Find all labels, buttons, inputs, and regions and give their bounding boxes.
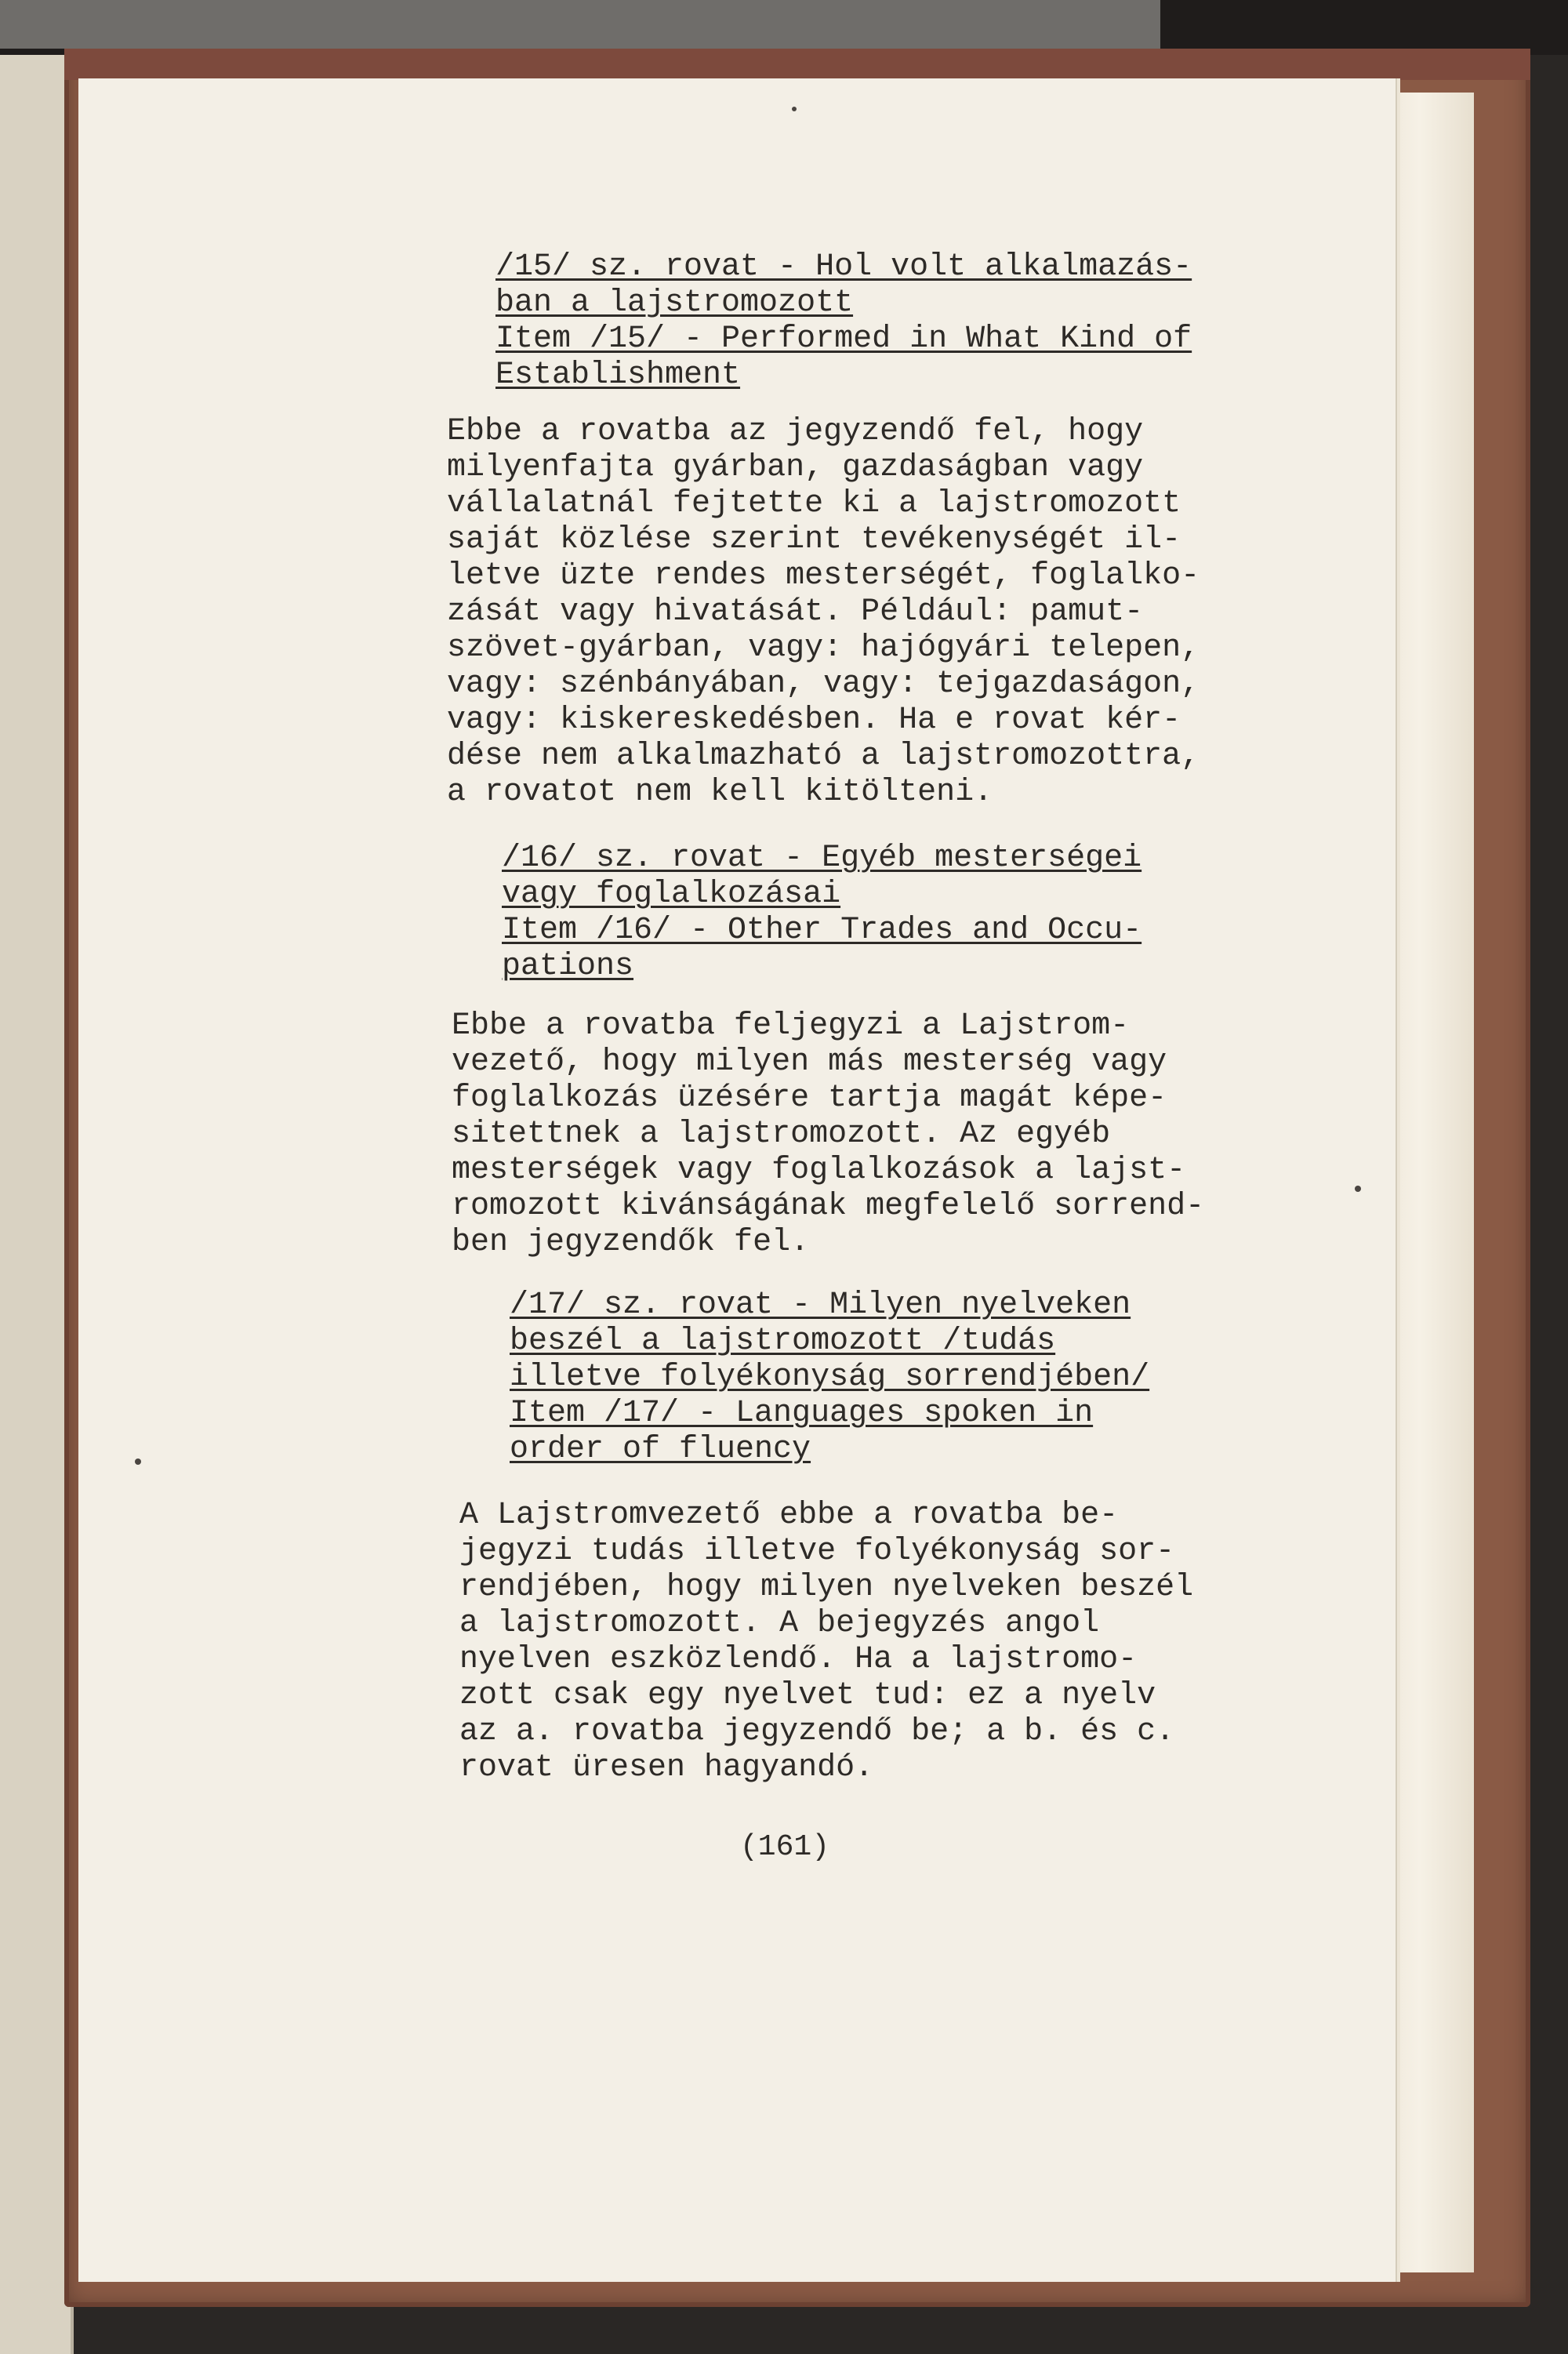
heading-line: Item /16/ - Other Trades and Occu-: [502, 913, 1142, 948]
book-cover-top-edge: [64, 49, 1530, 80]
body-line: ben jegyzendők fel.: [452, 1225, 810, 1260]
section-heading: [510, 1288, 1223, 1468]
body-line: vezető, hogy milyen más mesterség vagy: [452, 1044, 1167, 1080]
body-line: rendjében, hogy milyen nyelveken beszél: [459, 1570, 1194, 1605]
body-line: zott csak egy nyelvet tud: ez a nyelv: [459, 1678, 1156, 1713]
ink-speck: [135, 1459, 141, 1465]
heading-line: /17/ sz. rovat - Milyen nyelveken: [510, 1288, 1131, 1323]
ink-speck: [792, 107, 797, 111]
body-line: mesterségek vagy foglalkozások a lajst-: [452, 1153, 1186, 1188]
ink-speck: [1355, 1186, 1361, 1192]
body-line: saját közlése szerint tevékenységét il-: [447, 522, 1181, 558]
body-line: Ebbe a rovatba az jegyzendő fel, hogy: [447, 414, 1144, 449]
page-number: (161): [740, 1830, 830, 1864]
heading-line: /15/ sz. rovat - Hol volt alkalmazás-: [495, 249, 1192, 285]
heading-line: Item /17/ - Languages spoken in: [510, 1396, 1094, 1431]
body-line: vagy: szénbányában, vagy: tejgazdaságon,: [447, 667, 1200, 702]
heading-line: ban a lajstromozott: [495, 285, 854, 321]
section-body: [459, 1498, 1223, 1786]
section-body: [447, 414, 1223, 811]
body-line: dése nem alkalmazható a lajstromozottra,: [447, 739, 1200, 774]
scanner-bed: [0, 0, 1160, 49]
page-content: [361, 249, 1223, 1786]
document-page: [78, 78, 1396, 2282]
body-line: nyelven eszközlendő. Ha a lajstromo-: [459, 1642, 1138, 1677]
heading-line: Establishment: [495, 358, 741, 393]
body-line: jegyzi tudás illetve folyékonyság sor-: [459, 1534, 1175, 1569]
body-line: sitettnek a lajstromozott. Az egyéb: [452, 1117, 1111, 1152]
body-line: zását vagy hivatását. Például: pamut-: [447, 594, 1144, 630]
section-item-17: [361, 1288, 1223, 1786]
body-line: vagy: kiskereskedésben. Ha e rovat kér-: [447, 703, 1181, 738]
heading-line: Item /15/ - Performed in What Kind of: [495, 321, 1192, 357]
heading-line: order of fluency: [510, 1432, 811, 1467]
section-body: [452, 1008, 1223, 1261]
body-line: az a. rovatba jegyzendő be; a b. és c.: [459, 1714, 1175, 1749]
section-heading: [502, 841, 1223, 985]
facing-page-edge: [0, 55, 74, 2354]
body-line: szövet-gyárban, vagy: hajógyári telepen,: [447, 630, 1200, 666]
body-line: a rovatot nem kell kitölteni.: [447, 775, 993, 810]
heading-line: /16/ sz. rovat - Egyéb mesterségei: [502, 841, 1142, 876]
section-item-16: [361, 841, 1223, 1261]
body-line: vállalatnál fejtette ki a lajstromozott: [447, 486, 1181, 521]
heading-line: illetve folyékonyság sorrendjében/: [510, 1360, 1150, 1395]
body-line: Ebbe a rovatba feljegyzi a Lajstrom-: [452, 1008, 1130, 1044]
body-line: rovat üresen hagyandó.: [459, 1750, 874, 1785]
body-line: A Lajstromvezető ebbe a rovatba be-: [459, 1498, 1119, 1533]
body-line: foglalkozás üzésére tartja magát képe-: [452, 1081, 1167, 1116]
section-heading: [495, 249, 1223, 394]
section-item-15: [361, 249, 1223, 811]
body-line: milyenfajta gyárban, gazdaságban vagy: [447, 450, 1144, 485]
heading-line: beszél a lajstromozott /tudás: [510, 1324, 1056, 1359]
body-line: letve üzte rendes mesterségét, foglalko-: [447, 558, 1200, 594]
heading-line: vagy foglalkozásai: [502, 877, 841, 912]
heading-line: pations: [502, 949, 634, 984]
body-line: romozott kivánságának megfelelő sorrend-: [452, 1189, 1205, 1224]
body-line: a lajstromozott. A bejegyzés angol: [459, 1606, 1100, 1641]
